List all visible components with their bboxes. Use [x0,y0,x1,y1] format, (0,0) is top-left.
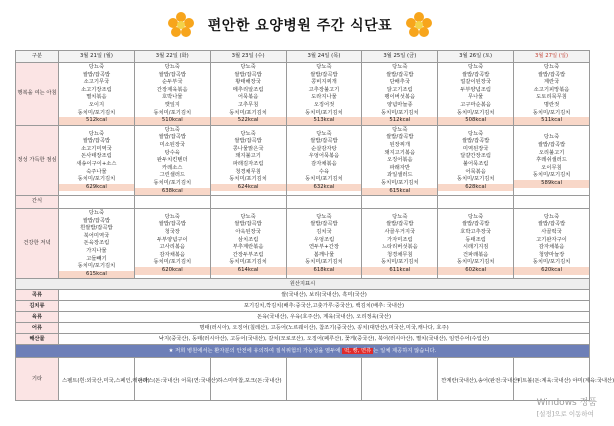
menu-item: 동치미/포기김치 [229,259,267,266]
menu-item: 쌀밥/잡곡밥 [234,221,262,228]
menu-item: 동치미/포기김치 [456,109,495,116]
lunch-menu-cell [59,125,135,195]
menu-item: 쌀밥/잡곡밥 [461,138,490,145]
snack-row [16,196,590,209]
calorie-total: 638kcal [134,188,211,196]
menu-item: 완두치킨텐더 [156,157,188,164]
menu-item: 메추리알조림 [232,86,264,93]
menu-item: 봄깨나물 [313,251,335,258]
menu-item: 두부양념구이 [156,236,188,243]
dinner-row [16,209,590,279]
menu-item: 연두부+간장 [308,244,339,251]
menu-item: 동치미/포기김치 [380,259,419,266]
menu-item: 간장제육볶음 [156,86,188,93]
menu-item: 간장두부조림 [232,251,264,258]
etc-cell: 돈까스(돈:국내산) 어묵(연:국내산) [134,358,210,401]
origin-row [16,312,590,323]
origin-label: 김치류 [16,301,59,312]
dinner-label: 건강한 저녁 [16,209,59,279]
menu-item: 동치미/포기김치 [153,109,192,116]
menu-item: 순두부국 [162,79,183,86]
menu-item: 당뇨죽 [316,213,332,220]
safety-notice: ★ 저희 병원에서는 환자분의 안전에 유의하여 질식위험의 가능성을 염두에 떡, 빵, 면류 는 일체 제공하지 않습니다. [16,345,590,358]
menu-item: 동치미/포기김치 [305,109,343,116]
menu-item: 쌀밥/잡곡밥 [386,221,414,228]
menu-item: 파래자반 [389,164,411,171]
menu-item: 동치미/포기김치 [77,176,116,183]
menu-item: 동치미/포기김치 [380,109,419,116]
menu-item: 사골우거지국 [384,229,416,236]
menu-item: 오이무침 [541,164,562,171]
menu-item: 동치미/포기김치 [153,259,192,266]
day-header: 3월 26일 (토) [438,51,514,63]
watermark-line: [설정]으로 이동하여 [536,410,594,418]
calorie-total: 620kcal [513,267,590,275]
menu-item: 된장찌개 [389,141,411,148]
dinner-menu-cell [134,209,210,279]
origin-text: 포기김치,깍김치(배추:중국산,고춧가루:중국산), 백김치(배추: 국내산) [59,301,590,312]
notice-text: 저희 병원에서는 환자분의 안전에 유의하여 질식위험의 가능성을 염두에 [175,347,343,354]
lunch-menu-cell [210,125,286,195]
menu-item: 감자채볶음 [538,244,565,251]
menu-item: 우엉조림 [313,236,335,243]
menu-item: 쌀밥/잡곡밥 [461,71,490,78]
notice-row [16,345,590,358]
lunch-menu-cell [286,125,362,195]
menu-item: 가지나물 [86,248,107,255]
menu-item: 당뇨죽 [164,64,180,70]
dinner-menu-cell [59,209,135,279]
etc-row [16,358,590,401]
origin-label: 어류 [16,323,59,334]
menu-item: 미역된장국 [462,145,489,152]
menu-item: 돈육장조림 [83,240,110,247]
menu-item: 동치미/포기김치 [77,109,116,116]
menu-item: 쌀밥/잡곡밥 [537,141,566,148]
menu-item: 당뇨죽 [240,64,256,70]
menu-item: 파래김자조림 [232,160,264,167]
etc-cell [286,358,362,401]
origin-row [16,323,590,334]
origin-text: 돈육(국내산), 우육(호주산), 계육(국내산), 오리정육(국산) [59,312,590,323]
menu-item: 오리불고기 [538,149,565,156]
menu-item: 쌀밥/잡곡밥 [82,71,111,78]
menu-item: 동치미/포기김치 [305,176,343,183]
menu-item: 돈사태장조림 [81,153,112,160]
menu-item: 쌀밥/잡곡밥 [537,221,566,228]
menu-item: 쌀밥/잡곡밥 [158,221,186,228]
notice-text: 는 일체 제공하지 않습니다. [373,347,437,354]
menu-item: 돼지불고기 [235,153,261,160]
menu-item: 수육 [318,168,330,175]
menu-item: 쌀밥/잡곡밥 [386,134,414,141]
notice-highlight: 떡, 빵, 면류 [344,347,372,354]
dinner-menu-cell [286,209,362,279]
menu-item: 당뇨죽 [88,130,105,137]
calorie-total: 624kcal [210,184,287,192]
menu-item: 소고기피망볶음 [533,86,570,93]
origin-row [16,301,590,312]
menu-item: 오징어젓 [313,101,335,108]
menu-item: 동치미/포기김치 [456,176,495,183]
menu-item: 돼지고기볶음 [384,149,416,156]
menu-item: 콩나물맑은국 [232,145,264,152]
day-header: 3월 24일 (목) [286,51,362,63]
menu-item: 후레쉬샐러드 [536,157,567,164]
menu-item: 청경채무침 [387,251,413,258]
menu-item: 쌀밥/잡곡밥 [234,71,262,78]
origin-title-row [16,279,590,290]
menu-item: 아욱된장국 [235,229,261,236]
menu-item: 느타리버섯볶음 [381,244,418,251]
menu-item: 숙주나물 [86,168,107,175]
menu-item: 과일샐러드 [387,172,413,179]
menu-item: 당뇨죽 [543,213,560,220]
dinner-menu-cell [210,209,286,279]
menu-item: 계란국 [543,79,560,86]
calorie-total: 615kcal [361,188,438,196]
lunch-menu-cell [134,125,210,195]
snack-cell [514,196,590,209]
menu-item: 그린샐러드 [159,172,186,179]
breakfast-label: 행복을 여는 아침 [16,63,59,126]
menu-item: 불어묵조림 [462,160,489,167]
calorie-total: 632kcal [286,184,363,192]
origin-label: 곡류 [16,290,59,301]
calorie-total: 510kcal [134,117,211,125]
menu-item: 쌀밥/잡곡밥 [310,71,338,78]
menu-item: 얼갈이된장국 [460,79,491,86]
menu-item: 동치미/포기김치 [77,263,116,270]
menu-item: 어묵볶음 [465,168,486,175]
snack-cell [362,196,438,209]
meal-plan-table [15,50,614,401]
menu-item: 당뇨죽 [316,130,332,137]
menu-item: 탕수육 [164,149,180,156]
snack-label: 간식 [16,196,59,209]
breakfast-menu-cell [134,63,210,126]
menu-item: 쌀밥/잡곡밥 [158,71,186,78]
menu-item: 동치미/포기김치 [532,259,571,266]
menu-item: 청양마늘장 [538,251,565,258]
origin-text: 쌀(국내산), 보리(국내산), 흑미(국산) [59,290,590,301]
menu-item: 당뇨죽 [467,64,484,70]
menu-item: 쌀밥/잡곡밥 [386,71,414,78]
menu-item: 팽이버섯볶음 [384,94,416,101]
day-header-row [16,51,590,63]
origin-text: 명태(러시아), 오징어(칠레산), 고등어(노르웨이산), 참조기(중국산), 꽁치(대만산),미국산,미국,캐나다, 호주) [59,323,590,334]
menu-item: 무나물 [467,94,484,101]
snack-cell [210,196,286,209]
watermark-line: Windows 정품 [536,398,597,408]
menu-item: 당뇨죽 [467,130,484,137]
menu-item: 새송이구이+소스 [76,160,117,167]
menu-item: 고기완자구이 [536,236,567,243]
menu-item: 동치미/포기김치 [229,109,267,116]
menu-item: 쌀밥/잡곡밥 [234,138,262,145]
menu-item: 두부양념조림 [460,86,491,93]
snack-cell [286,196,362,209]
calorie-total: 602kcal [437,267,514,275]
page-title: 편안한 요양병원 주간 식단표 [207,18,393,34]
dinner-menu-cell [514,209,590,279]
menu-item: 순살감자탕 [311,145,337,152]
menu-item: 시래기지짐 [462,244,489,251]
menu-item: 당뇨죽 [543,134,560,141]
menu-item: 소고기미역국 [81,145,112,152]
menu-item: 청국장 [164,229,180,236]
calorie-total: 511kcal [513,117,590,125]
menu-item: 당뇨죽 [392,126,408,133]
menu-item: 양념마늘종 [387,101,413,108]
menu-item: 당뇨죽 [316,64,332,70]
menu-item: 당뇨죽 [543,64,560,70]
menu-item: 고구마순볶음 [460,101,491,108]
menu-item: 호박고추장국 [460,229,491,236]
day-header: 3월 23일 (수) [210,51,286,63]
menu-item: 닭고기조림 [387,86,413,93]
dinner-menu-cell [362,209,438,279]
calorie-total: 614kcal [210,267,287,275]
breakfast-menu-cell [362,63,438,126]
menu-item: 어묵볶음 [237,94,259,101]
origin-label: 해산물 [16,334,59,345]
menu-item: 고추장불고기 [308,86,340,93]
menu-item: 감자채볶음 [159,251,186,258]
menu-item: 단배추국 [389,79,411,86]
menu-item: 동치미/포기김치 [456,259,495,266]
calorie-total: 629kcal [58,184,135,192]
menu-item: 쌀밥/잡곡밥 [82,217,111,224]
menu-item: 동치미/포기김치 [532,172,571,179]
etc-cell: 미트볼(돈:계육:국내산) 야미(계육:국내산) [514,358,590,401]
origin-row [16,290,590,301]
snack-cell [134,196,210,209]
breakfast-menu-cell [59,63,135,126]
menu-item: 쌀밥/잡곡밥 [310,138,338,145]
menu-item: 콩비지찌개 [311,79,337,86]
origin-row [16,334,590,345]
snack-cell [59,196,135,209]
menu-item: 쌀밥/잡곡밥 [310,221,338,228]
menu-item: 당뇨죽 [164,213,180,220]
lunch-menu-cell [362,125,438,195]
lunch-menu-cell [514,125,590,195]
menu-item: 북어미역국 [83,232,110,239]
menu-item: 당뇨죽 [88,64,105,70]
origin-label: 육류 [16,312,59,323]
windows-activation-watermark [537,398,597,420]
menu-item: 명란젓 [543,101,560,108]
menu-item: 동치미/포기김치 [380,179,419,186]
menu-item: 소고기무국 [83,79,110,86]
calorie-total: 611kcal [361,267,438,275]
calorie-total: 508kcal [437,117,514,125]
menu-item: 김치국 [316,229,332,236]
title-bar [0,0,600,50]
menu-item: 당뇨죽 [164,126,180,133]
lunch-label: 정성 가득한 점심 [16,125,59,195]
menu-item: 당뇨죽 [240,213,256,220]
menu-item: 오징어볶음 [387,157,413,164]
calorie-total: 512kcal [361,117,438,125]
breakfast-menu-cell [210,63,286,126]
etc-cell: 깐계란(국내산),송어(완전:국내산) [438,358,514,401]
menu-item: 당뇨죽 [392,213,408,220]
breakfast-row [16,63,590,126]
dinner-menu-cell [438,209,514,279]
breakfast-menu-cell [286,63,362,126]
menu-item: 깻잎지 [164,101,180,108]
calorie-total: 628kcal [437,184,514,192]
day-header: 3월 21일 (월) [59,51,135,63]
menu-item: 도라지나물 [311,94,337,101]
menu-item: 동태조림 [465,236,486,243]
menu-item: 청경채무침 [235,168,261,175]
origin-title: 원산지표시 [16,279,590,290]
menu-item: 우엉어묵볶음 [308,153,340,160]
menu-item: 미소된장국 [159,141,186,148]
menu-item: 동치미/포기김치 [532,109,571,116]
calorie-total: 589kcal [513,180,590,188]
menu-item: 동치미/포기김치 [305,259,343,266]
day-header: 3월 22일 (화) [134,51,210,63]
menu-item: 동치미/포기김치 [153,179,192,186]
calorie-total: 522kcal [210,117,287,125]
menu-item: 당뇨죽 [392,64,408,70]
menu-item: 황태해장국 [235,79,261,86]
menu-item: 쌀밥/잡곡밥 [537,71,566,78]
snack-cell [438,196,514,209]
menu-item: 고추무침 [237,101,259,108]
flower-icon [406,12,432,38]
lunch-row [16,125,590,195]
etc-label: 기타 [16,358,59,401]
day-header: 3월 27일 (일) [514,51,590,63]
origin-text: 낙지(중국산), 동태(러시아산), 고등어(국내산), 갈치(모로코산), 오징어(페루산), 꽃게(중국산), 북어(러시아산), 멸치(국내산), 임연수어(수입산) [59,334,590,345]
calorie-total: 512kcal [58,117,135,125]
menu-item: 건파래볶음 [462,251,489,258]
menu-item: 부추계란볶음 [232,244,264,251]
lunch-menu-cell [438,125,514,195]
header-label: 구분 [16,51,59,63]
day-header: 3월 25일 (금) [362,51,438,63]
flower-icon [168,12,194,38]
menu-item: 달걀간장조림 [460,153,491,160]
menu-item: 사골떡국 [541,229,562,236]
menu-item: 쌀밥/잡곡밥 [158,134,186,141]
menu-item: 고사리볶음 [159,244,186,251]
etc-cell: 하스미마찹,포크(돈:국내산) [210,358,286,401]
menu-item: 소고기장조림 [81,86,112,93]
menu-item: 동치미/포기김치 [229,176,267,183]
menu-item: 쌀밥/잡곡밥 [82,138,111,145]
menu-item: 삼치조림 [237,236,259,243]
breakfast-menu-cell [438,63,514,126]
menu-item: 당뇨죽 [88,210,105,217]
menu-item: 가자미조림 [387,236,413,243]
etc-cell [362,358,438,401]
menu-item: 쌀밥/잡곡밥 [461,221,490,228]
menu-item: 호박나물 [162,94,183,101]
menu-item: 고들빼기 [86,255,107,262]
menu-item: 멸치볶음 [86,94,107,101]
menu-item: 당뇨죽 [240,130,256,137]
menu-item: 당뇨죽 [467,213,484,220]
menu-item: 도토리묵무침 [536,94,567,101]
calorie-total: 513kcal [286,117,363,125]
calorie-total: 618kcal [286,267,363,275]
menu-item: 오이지 [88,101,105,108]
menu-item: 흰쌀밥/잡곡밥 [80,225,113,232]
menu-item: 감자채볶음 [311,160,337,167]
breakfast-menu-cell [514,63,590,126]
etc-cell: 스펠트(흰:외국산,미국,스페인,캐나다) [59,358,135,401]
menu-item: 카레소스 [162,164,183,171]
calorie-total: 615kcal [58,271,135,279]
calorie-total: 620kcal [134,267,211,275]
